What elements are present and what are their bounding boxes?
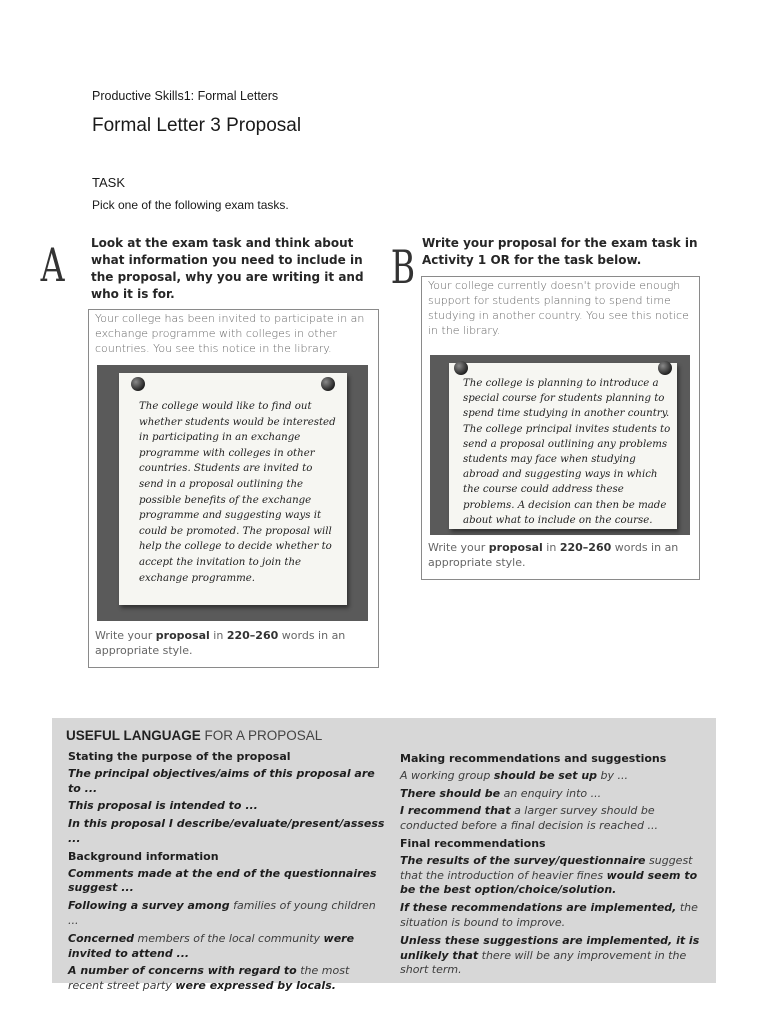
pin-icon — [658, 361, 672, 375]
title-light: FOR A PROPOSAL — [200, 728, 323, 743]
option-b-notice — [449, 363, 677, 529]
title-bold: USEFUL LANGUAGE — [66, 728, 201, 743]
section-heading: Stating the purpose of the proposal — [68, 750, 291, 763]
option-b-word-count-instruction — [428, 540, 693, 570]
useful-language-left-column — [68, 749, 388, 997]
phrase: I recommend that a larger survey should be conducted before a final decision is reached ... — [400, 804, 658, 833]
phrase: In this proposal I describe/evaluate/present/assess ... — [68, 817, 385, 845]
task-label: TASK — [92, 175, 125, 190]
option-a-notice-text: The college would like to find out whether students would be interested in participating in an exchange programme with colleges in other countries. Students are invited to send in a proposal outlining the possible benefits of the exchange programme and suggesting ways it could be promoted. The proposal will help the college to decide whether to accept the invitation to join the exchange programme. — [139, 401, 336, 584]
option-a-intro: Your college has been invited to participate in an exchange programme with colleges in other countries. You see this notice in the library. — [95, 312, 365, 355]
phrase: Following a survey among families of young children ... — [68, 899, 376, 927]
option-b-intro: Your college currently doesn't provide enough support for students planning to spend time studying in another country. You see this notice in the library. — [428, 279, 689, 337]
footer-text: words in an appropriate style. — [428, 541, 679, 569]
option-a-task-box — [88, 309, 379, 668]
phrase: Comments made at the end of the questionnaires suggest ... — [68, 866, 377, 895]
phrase: There should be an enquiry into ... — [400, 786, 602, 800]
footer-word-range: 220–260 — [559, 541, 612, 554]
phrase: Concerned members of the local community were invited to attend ... — [68, 931, 355, 960]
useful-language-title — [66, 728, 322, 743]
section-heading: Final recommendations — [400, 836, 546, 850]
useful-language-panel — [52, 718, 716, 993]
option-b-heading: Write your proposal for the exam task in Activity 1 OR for the task below. — [422, 236, 698, 267]
option-a-heading: Look at the exam task and think about what information you need to include in the proposal, why you are writing it and who it is for. — [91, 236, 364, 301]
pin-icon — [454, 361, 468, 375]
phrase: A working group should be set up by ... — [400, 768, 629, 782]
footer-bold: proposal — [488, 541, 543, 554]
footer-text: in — [542, 541, 560, 554]
footer-bold: proposal — [155, 629, 210, 642]
pin-icon — [321, 377, 335, 391]
footer-text: in — [209, 629, 227, 642]
footer-text: words in an appropriate style. — [95, 629, 346, 657]
phrase: A number of concerns with regard to the most recent street party were expressed by locals. — [68, 964, 350, 993]
pin-icon — [131, 377, 145, 391]
option-b-notice-text: The college is planning to introduce a special course for students planning to spend time studying in another country. The college principal invites students to send a proposal outlining any problems students may face when studying abroad and suggesting ways in which the course could address these problems. A decision can then be made about what to include on the course. — [463, 378, 671, 526]
page-subtitle: Productive Skills1: Formal Letters — [92, 89, 279, 103]
task-instructions: Pick one of the following exam tasks. — [92, 198, 289, 212]
handwritten-letter-b: B — [390, 240, 416, 294]
section-heading: Background information — [68, 849, 219, 863]
option-b-noticeboard — [430, 355, 690, 535]
option-a-word-count-instruction — [95, 628, 372, 658]
option-b-task-box — [421, 276, 700, 580]
phrase: Unless these suggestions are implemented, it is unlikely that there will be any improvement in the short term. — [400, 933, 700, 977]
useful-language-right-column — [400, 751, 712, 981]
footer-text: Write your — [428, 541, 489, 554]
footer-word-range: 220–260 — [226, 629, 279, 642]
option-a-noticeboard — [97, 365, 368, 621]
option-a-notice — [119, 373, 347, 605]
section-heading: Making recommendations and suggestions — [400, 752, 667, 765]
phrase: The principal objectives/aims of this proposal are to ... — [68, 766, 375, 795]
page-title: Formal Letter 3 Proposal — [92, 115, 302, 136]
phrase: This proposal is intended to ... — [68, 799, 258, 813]
footer-text: Write your — [95, 629, 156, 642]
handwritten-letter-a: A — [40, 238, 65, 292]
phrase: If these recommendations are implemented, the situation is bound to improve. — [400, 901, 698, 929]
phrase: The results of the survey/questionnaire suggest that the introduction of heavier fines would seem to be the best option/choice/solution. — [400, 853, 698, 897]
